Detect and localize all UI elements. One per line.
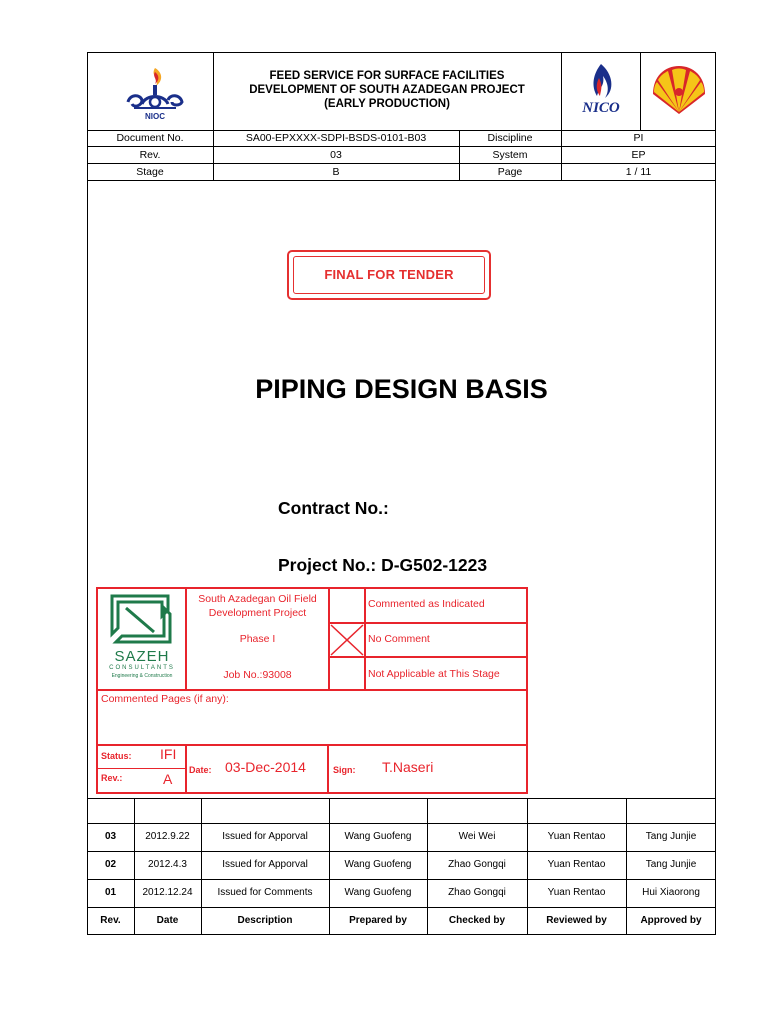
reviewed-cell: Yuan Rentao: [547, 887, 606, 898]
header-rev: Rev.: [100, 915, 121, 926]
approved-cell: Hui Xiaorong: [642, 887, 700, 898]
page-value: 1 / 11: [625, 166, 652, 178]
header-title-line-3: (EARLY PRODUCTION): [324, 98, 450, 110]
contract-no: Contract No.:: [278, 498, 389, 518]
header-date: Date: [156, 915, 179, 926]
description-cell: Issued for Comments: [217, 887, 313, 898]
system-value: EP: [631, 149, 646, 161]
header-reviewed: Reviewed by: [546, 915, 607, 926]
prepared-cell: Wang Guofeng: [344, 831, 412, 842]
document-title: PIPING DESIGN BASIS: [255, 374, 548, 404]
page-border: [87, 52, 716, 935]
cnpc-logo: [650, 64, 708, 116]
nico-logo-text: NICO: [582, 100, 620, 116]
job-number: Job No.:93008: [223, 669, 292, 681]
checked-cell: Zhao Gongqi: [448, 887, 506, 898]
approved-cell: Tang Junjie: [645, 831, 697, 842]
date-cell: 2012.9.22: [145, 831, 190, 842]
stage-value: B: [332, 166, 340, 178]
checked-cell: Zhao Gongqi: [448, 859, 506, 870]
document-no-value: SA00-EPXXXX-SDPI-BSDS-0101-B03: [245, 132, 427, 144]
option-commented: Commented as Indicated: [368, 598, 485, 610]
rev-cell: 01: [104, 887, 117, 898]
checkbox-commented[interactable]: [330, 589, 364, 622]
rev-value-red: A: [163, 771, 173, 787]
sazeh-logo: [104, 592, 180, 686]
status-label: Status:: [101, 751, 132, 761]
date-cell: 2012.12.24: [142, 887, 193, 898]
nioc-logo-text: NIOC: [145, 112, 165, 121]
rev-label-red: Rev.:: [101, 773, 123, 783]
discipline-value: PI: [633, 132, 644, 144]
option-no-comment: No Comment: [368, 633, 430, 645]
header-checked: Checked by: [448, 915, 506, 926]
rev-label: Rev.: [139, 149, 161, 161]
header-title-line-1: FEED SERVICE FOR SURFACE FACILITIES: [269, 70, 505, 82]
stamp-text: FINAL FOR TENDER: [324, 267, 454, 282]
description-cell: Issued for Apporval: [222, 831, 308, 842]
project-name: [187, 592, 328, 620]
header-prepared: Prepared by: [349, 915, 407, 926]
date-label: Date:: [189, 765, 212, 775]
discipline-label: Discipline: [487, 132, 533, 144]
document-no-label: Document No.: [116, 132, 184, 144]
sign-label: Sign:: [333, 765, 356, 775]
sazeh-logo-name: SAZEH: [114, 648, 170, 665]
page-label: Page: [497, 166, 523, 178]
description-cell: Issued for Apporval: [222, 859, 308, 870]
rev-value: 03: [330, 149, 342, 161]
nico-logo: [575, 60, 627, 128]
phase-label: Phase I: [239, 633, 276, 645]
header-description: Description: [237, 915, 293, 926]
sazeh-logo-sub: CONSULTANTS: [109, 665, 175, 671]
date-value: 03-Dec-2014: [225, 759, 306, 775]
header-title: [227, 69, 547, 111]
sign-value: T.Naseri: [382, 759, 434, 775]
nioc-logo: [120, 64, 190, 126]
reviewed-cell: Yuan Rentao: [547, 831, 606, 842]
reviewed-cell: Yuan Rentao: [547, 859, 606, 870]
date-cell: 2012.4.3: [148, 859, 187, 870]
rev-cell: 03: [104, 831, 117, 842]
checkbox-no-comment[interactable]: [330, 624, 364, 656]
stage-label: Stage: [136, 166, 164, 178]
approved-cell: Tang Junjie: [645, 859, 697, 870]
rev-cell: 02: [104, 859, 117, 870]
system-label: System: [492, 149, 528, 161]
status-value: IFI: [160, 746, 177, 762]
header-approved: Approved by: [640, 915, 702, 926]
project-no: Project No.: D-G502-1223: [278, 555, 488, 575]
sazeh-logo-sub2: Engineering & Construction: [111, 673, 173, 679]
final-for-tender-stamp: [287, 250, 491, 300]
project-name-line-1: South Azadegan Oil Field: [198, 593, 317, 605]
commented-pages-label: Commented Pages (if any):: [101, 693, 229, 705]
checked-cell: Wei Wei: [458, 831, 496, 842]
checkbox-not-applicable[interactable]: [330, 658, 364, 689]
prepared-cell: Wang Guofeng: [344, 887, 412, 898]
prepared-cell: Wang Guofeng: [344, 859, 412, 870]
project-name-line-2: Development Project: [208, 607, 307, 619]
header-title-line-2: DEVELOPMENT OF SOUTH AZADEGAN PROJECT: [249, 84, 525, 96]
option-not-applicable: Not Applicable at This Stage: [368, 668, 500, 680]
